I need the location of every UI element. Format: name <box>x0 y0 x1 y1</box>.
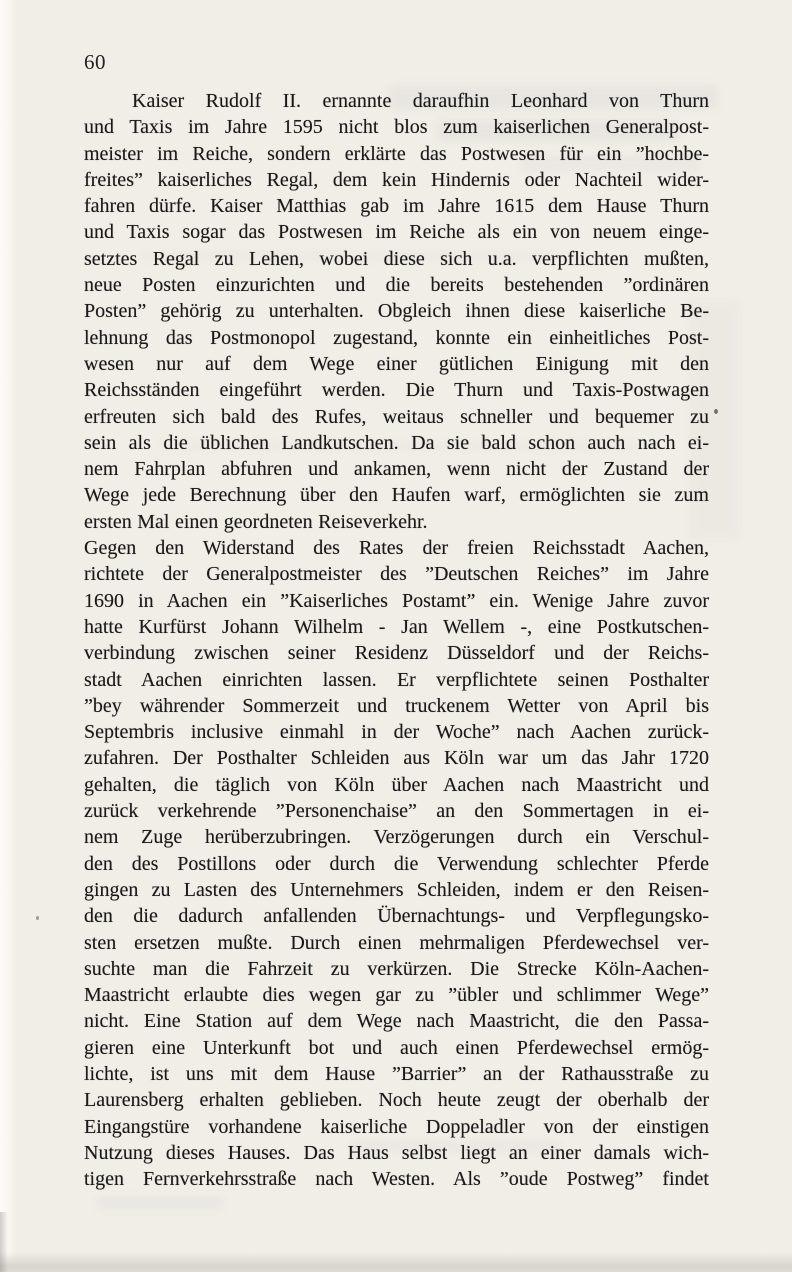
scan-edge-left <box>0 0 16 1272</box>
text-line: 1690 in Aachen ein ”Kaiserliches Postamt” ein. Wenige Jahre zuvor <box>84 589 709 612</box>
text-line: sein als die üblichen Landkutschen. Da sie bald schon auch nach ei- <box>84 431 709 454</box>
text-line: wesen nur auf dem Wege einer gütlichen Einigung mit den <box>84 352 709 375</box>
ink-speck <box>36 916 39 920</box>
text-line: nicht. Eine Station auf dem Wege nach Maastricht, die den Passa- <box>84 1010 709 1033</box>
text-line: gehalten, die täglich von Köln über Aachen nach Maastricht und <box>84 773 709 796</box>
text-line: verbindung zwischen seiner Residenz Düsseldorf und der Reichs- <box>84 642 709 665</box>
text-line: zufahren. Der Posthalter Schleiden aus Köln war um das Jahr 1720 <box>84 747 709 770</box>
paragraph-1 <box>84 88 709 535</box>
text-line: erfreuten sich bald des Rufes, weitaus schneller und bequemer zu <box>84 405 709 428</box>
text-line: suchte man die Fahrzeit zu verkürzen. Die Strecke Köln-Aachen- <box>84 957 709 980</box>
body-text <box>84 88 709 1192</box>
text-line: Reichsständen eingeführt werden. Die Thurn und Taxis-Postwagen <box>84 379 709 402</box>
text-line: gingen zu Lasten des Unternehmers Schleiden, indem er den Reisen- <box>84 878 709 901</box>
text-line: gieren eine Unterkunft bot und auch einen Pferdewechsel ermög- <box>84 1036 709 1059</box>
text-line: lichte, ist uns mit dem Hause ”Barrier” an der Rathausstraße zu <box>84 1062 709 1085</box>
text-line: den des Postillons oder durch die Verwendung schlechter Pferde <box>84 852 709 875</box>
text-line: meister im Reiche, sondern erklärte das Postwesen für ein ”hochbe- <box>84 142 709 165</box>
text-line: tigen Fernverkehrsstraße nach Westen. Als ”oude Postweg” findet <box>84 1168 709 1191</box>
text-line: Maastricht erlaubte dies wegen gar zu ”übler und schlimmer Wege” <box>84 984 709 1007</box>
text-line: Kaiser Rudolf II. ernannte daraufhin Leonhard von Thurn <box>132 90 709 112</box>
text-line: und Taxis im Jahre 1595 nicht blos zum kaiserlichen Generalpost- <box>84 116 709 139</box>
text-line: nem Zuge herüberzubringen. Verzögerungen durch ein Verschul- <box>84 826 709 849</box>
text-line: ”bey währender Sommerzeit und truckenem Wetter von April bis <box>84 694 709 717</box>
text-line: setztes Regal zu Lehen, wobei diese sich u.a. verpflichten mußten, <box>84 247 709 270</box>
text-line: neue Posten einzurichten und die bereits bestehenden ”ordinären <box>84 274 709 297</box>
text-line: Septembris inclusive einmahl in der Woche” nach Aachen zurück- <box>84 721 709 744</box>
scan-edge-corner <box>0 1212 8 1272</box>
text-line: Gegen den Widerstand des Rates der freien Reichsstadt Aachen, <box>84 537 709 560</box>
text-line: sten ersetzen mußte. Durch einen mehrmaligen Pferdewechsel ver- <box>84 931 709 954</box>
text-line: und Taxis sogar das Postwesen im Reiche als ein von neuem einge- <box>84 221 709 244</box>
page-number: 60 <box>84 50 106 74</box>
text-line: freites” kaiserliches Regal, dem kein Hindernis oder Nachteil wider- <box>84 168 709 191</box>
ink-speck <box>714 409 718 414</box>
paragraph-2 <box>84 535 709 1192</box>
text-line: ersten Mal einen geordneten Reiseverkehr. <box>84 510 428 533</box>
bleedthrough-smudge <box>96 1196 224 1210</box>
text-line: den die dadurch anfallenden Übernachtungs- und Verpflegungsko- <box>84 905 709 928</box>
text-line: Wege jede Berechnung über den Haufen warf, ermöglichten sie zum <box>84 484 709 507</box>
text-line: Nutzung dieses Hauses. Das Haus selbst liegt an einer damals wich- <box>84 1141 709 1164</box>
text-line: Posten” gehörig zu unterhalten. Obgleich ihnen diese kaiserliche Be- <box>84 300 709 323</box>
text-line: nem Fahrplan abfuhren und ankamen, wenn nicht der Zustand der <box>84 458 709 481</box>
text-line: Laurensberg erhalten geblieben. Noch heute zeugt der oberhalb der <box>84 1089 709 1112</box>
text-line: lehnung das Postmonopol zugestand, konnte ein einheitliches Post- <box>84 326 709 349</box>
text-line: hatte Kurfürst Johann Wilhelm - Jan Wellem -, eine Postkutschen- <box>84 615 709 638</box>
text-line: fahren dürfe. Kaiser Matthias gab im Jahre 1615 dem Hause Thurn <box>84 195 709 218</box>
text-line: richtete der Generalpostmeister des ”Deutschen Reiches” im Jahre <box>84 563 709 586</box>
text-line: stadt Aachen einrichten lassen. Er verpflichtete seinen Posthalter <box>84 668 709 691</box>
text-line: zurück verkehrende ”Personenchaise” an den Sommertagen in ei- <box>84 800 709 823</box>
scan-edge-bottom <box>0 1252 792 1272</box>
text-line: Eingangstüre vorhandene kaiserliche Doppeladler von der einstigen <box>84 1115 709 1138</box>
